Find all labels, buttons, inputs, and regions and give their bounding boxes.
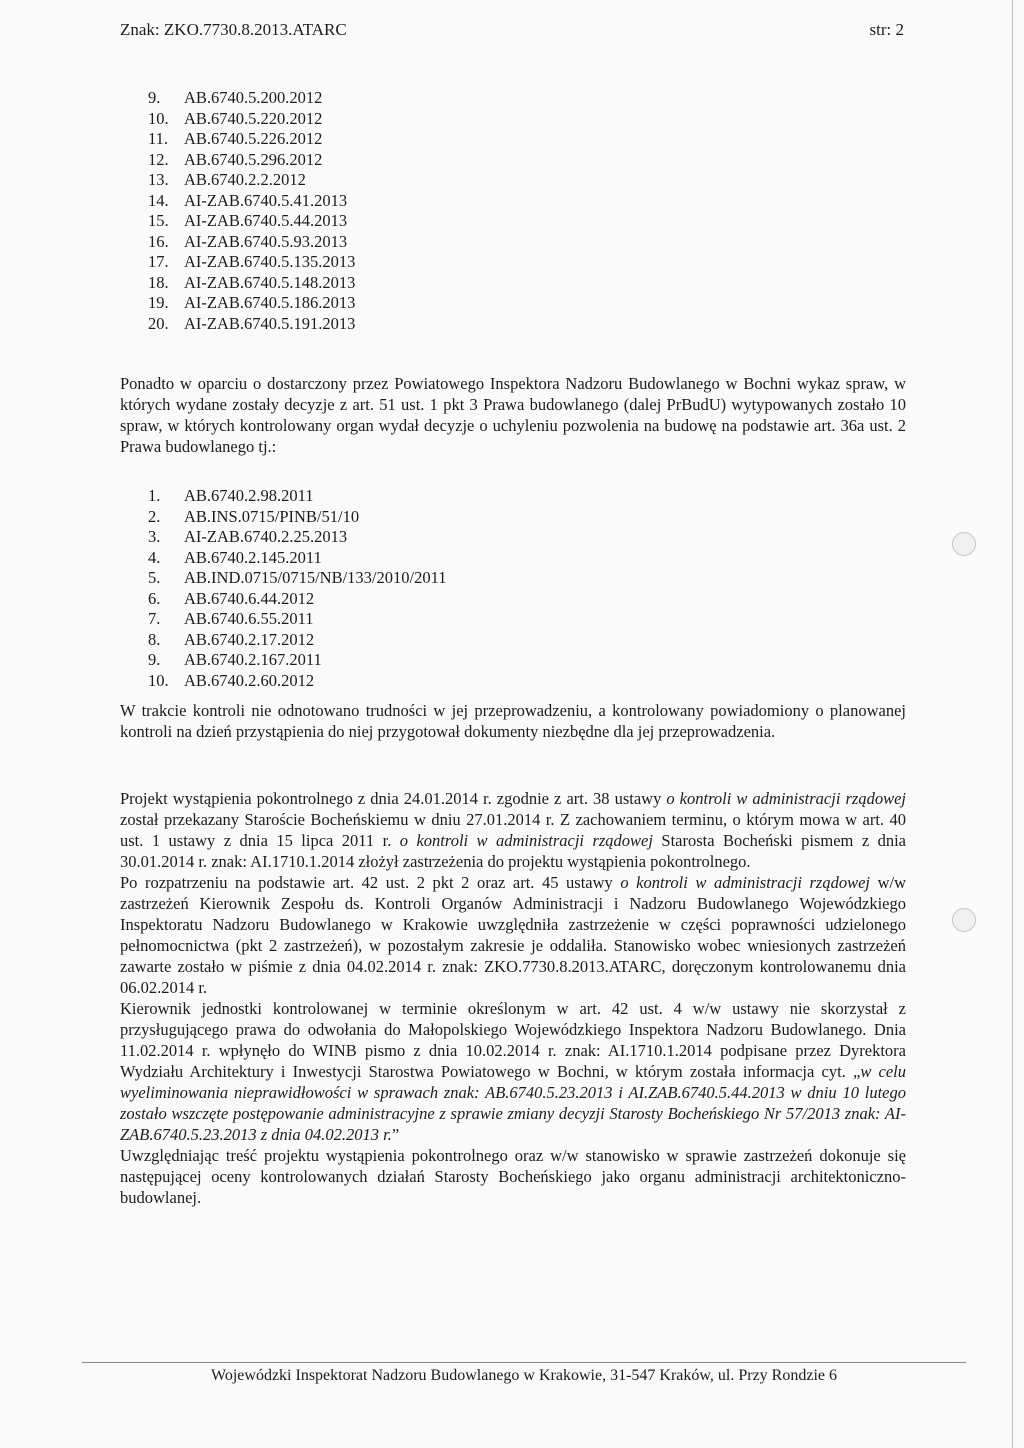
- footer-divider: [82, 1362, 966, 1363]
- paragraph-post-control: [120, 788, 906, 1208]
- list-item: 12. AB.6740.5.296.2012: [148, 149, 323, 169]
- list-item: 2. AB.INS.0715/PINB/51/10: [148, 506, 360, 526]
- list-item: 9. AB.6740.5.200.2012: [148, 88, 323, 107]
- list-item: 15. AI-ZAB.6740.5.44.2013: [148, 211, 348, 230]
- paragraph-control-course: W trakcie kontroli nie odnotowano trudności w jej przeprowadzeniu, a kontrolowany powiadomiony o planowanej kontroli na dzień przystąpienia do niej przygotował dokumenty niezbędne dla jej przeprowadzenia.: [120, 701, 906, 741]
- list-item: 5. AB.IND.0715/0715/NB/133/2010/2011: [148, 568, 447, 587]
- list-item: 17. AI-ZAB.6740.5.135.2013: [148, 252, 356, 271]
- page-number: str: 2: [869, 20, 904, 39]
- page-edge-decoration: [1012, 0, 1013, 1448]
- list-item: 11. AB.6740.5.226.2012: [148, 129, 323, 148]
- paragraph-project: Projekt wystąpienia pokontrolnego z dnia 24.01.2014 r. zgodnie z art. 38 ustawy o kontroli w administracji rządowej został przekazany Staroście Bocheńskiemu w dniu 27.01.2014 r. Z zachowaniem terminu, o którym mowa w art. 40 ust. 1 ustawy z dnia 15 lipca 2011 r. o kontroli w administracji rządowej Starosta Bocheński pismem z dnia 30.01.2014 r. znak: AI.1710.1.2014 złożył zastrzeżenia do projektu wystąpienia pokontrolnego.: [120, 789, 906, 871]
- list-item: 10. AB.6740.2.60.2012: [148, 670, 315, 690]
- paragraph-reservations: Po rozpatrzeniu na podstawie art. 42 ust. 2 pkt 2 oraz art. 45 ustawy o kontroli w administracji rządowej w/w zastrzeżeń Kierownik Zespołu ds. Kontroli Organów Administracji i Nadzoru Budowlanego Wojewódzkiego Inspektoratu Nadzoru Budowlanego w Krakowie uwzględniła zastrzeżenie w części poprawności udzielonego pełnomocnictwa (pkt 2 zastrzeżeń), w pozostałym zakresie je oddaliła. Stanowisko wobec wniesionych zastrzeżeń zawarte zostało w piśmie z dnia 04.02.2014 r. znak: ZKO.7730.8.2013.ATARC, doręczonym kontrolowanemu dnia 06.02.2014 r.: [120, 873, 907, 997]
- list-item: 19. AI-ZAB.6740.5.186.2013: [148, 293, 356, 312]
- list-item: 10. AB.6740.5.220.2012: [148, 108, 323, 128]
- list-item: 8. AB.6740.2.17.2012: [148, 629, 315, 649]
- punch-hole-decoration: [952, 908, 976, 932]
- list-item: 14. AI-ZAB.6740.5.41.2013: [148, 190, 348, 210]
- list-item: 4. AB.6740.2.145.2011: [148, 547, 322, 567]
- list-item: 9. AB.6740.2.167.2011: [148, 650, 322, 669]
- page-header: [120, 20, 904, 40]
- list-item: 20. AI-ZAB.6740.5.191.2013: [148, 313, 356, 333]
- list-item: 7. AB.6740.6.55.2011: [148, 609, 314, 628]
- list-item: 1. AB.6740.2.98.2011: [148, 486, 314, 505]
- paragraph-intro-list2: Ponadto w oparciu o dostarczony przez Powiatowego Inspektora Nadzoru Budowlanego w Bochni wykaz spraw, w których wydane zostały decyzje z art. 51 ust. 1 pkt 3 Prawa budowlanego (dalej PrBudU) wytypowanych zostało 10 spraw, w których kontrolowany organ wydał decyzje o uchyleniu pozwolenia na budowę na podstawie art. 36a ust. 2 Prawa budowlanego tj.:: [120, 374, 906, 456]
- case-list-2: [120, 486, 446, 691]
- list-item: 6. AB.6740.6.44.2012: [148, 588, 315, 608]
- page-footer: Wojewódzki Inspektorat Nadzoru Budowlanego w Krakowie, 31-547 Kraków, ul. Przy Rondzie 6: [211, 1367, 837, 1384]
- list-item: 13. AB.6740.2.2.2012: [148, 170, 306, 189]
- paragraph-appeal: Kierownik jednostki kontrolowanej w terminie określonym w art. 42 ust. 4 w/w ustawy nie skorzystał z przysługującego prawa do odwołania do Małopolskiego Wojewódzkiego Inspektora Nadzoru Budowlanego. Dnia 11.02.2014 r. wpłynęło do WINB pismo z dnia 10.02.2014 r. znak: AI.1710.1.2014 podpisane przez Dyrektora Wydziału Architektury i Inwestycji Starostwa Powiatowego w Bochni, w którym została informacja cyt. „w celu wyeliminowania nieprawidłowości w sprawach znak: AB.6740.5.23.2013 i AI.ZAB.6740.5.44.2013 w dniu 10 lutego zostało wszczęte postępowanie administracyjne z sprawie zmiany decyzji Starosty Bocheńskiego Nr 57/2013 znak: AI-ZAB.6740.5.23.2013 z dnia 04.02.2013 r.”: [120, 999, 906, 1144]
- list-item: 18. AI-ZAB.6740.5.148.2013: [148, 272, 356, 292]
- document-reference: Znak: ZKO.7730.8.2013.ATARC: [120, 20, 347, 39]
- list-item: 16. AI-ZAB.6740.5.93.2013: [148, 231, 348, 251]
- list-item: 3. AI-ZAB.6740.2.25.2013: [148, 527, 348, 546]
- case-list-1: [120, 88, 355, 334]
- punch-hole-decoration: [952, 532, 976, 556]
- paragraph-assessment: Uwzględniając treść projektu wystąpienia pokontrolnego oraz w/w stanowisko w sprawie zastrzeżeń dokonuje się następującej oceny kontrolowanych działań Starosty Bocheńskiego jako organu administracji architektoniczno- budowlanej.: [120, 1146, 906, 1207]
